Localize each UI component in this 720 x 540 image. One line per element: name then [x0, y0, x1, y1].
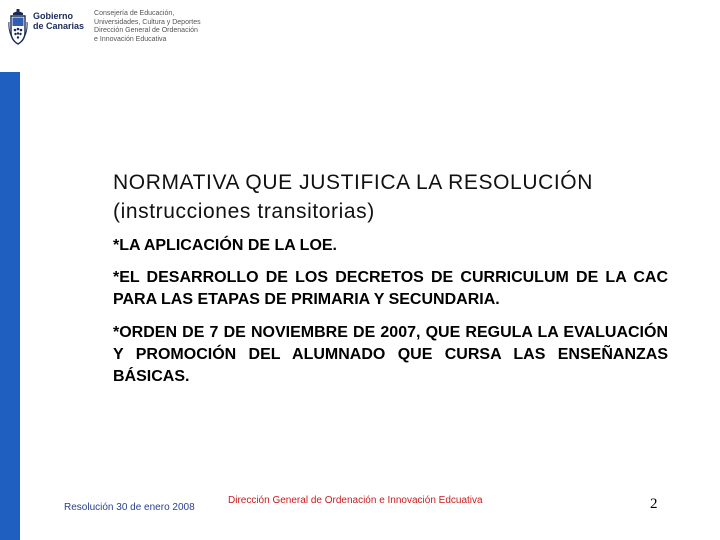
government-name — [33, 11, 84, 31]
item-decretos: *EL DESARROLLO DE LOS DECRETOS DE CURRICULUM DE LA CAC PARA LAS ETAPAS DE PRIMARIA Y SECUNDARIA. — [113, 269, 668, 308]
dept-line3: Dirección General de Ordenación — [94, 27, 198, 34]
header-logo — [8, 8, 201, 50]
canarias-crest-icon — [8, 8, 28, 48]
footer-date: Resolución 30 de enero 2008 — [64, 502, 195, 513]
gov-name-line2: de Canarias — [33, 21, 85, 31]
dept-line4: e Innovación Educativa — [94, 35, 167, 43]
dept-line1: Consejería de Educación, — [94, 10, 175, 17]
page-number: 2 — [650, 496, 658, 512]
dept-line2: Universidades, Cultura y Deportes — [94, 18, 201, 26]
item-loe: *LA APLICACIÓN DE LA LOE. — [113, 237, 337, 254]
title-line1: NORMATIVA QUE JUSTIFICA LA RESOLUCIÓN — [113, 171, 594, 194]
title-line2: (instrucciones transitorias) — [113, 200, 375, 223]
gov-name-line1: Gobierno — [33, 11, 73, 21]
footer-department: Dirección General de Ordenación e Innovación Edcuativa — [228, 495, 483, 506]
department-block — [94, 10, 201, 44]
slide-title — [113, 168, 668, 226]
item-orden: *ORDEN DE 7 DE NOVIEMBRE DE 2007, QUE REGULA LA EVALUACIÓN Y PROMOCIÓN DEL ALUMNADO QUE CURSA LAS ENSEÑANZAS BÁSICAS. — [113, 324, 668, 385]
side-accent-bar — [0, 72, 20, 540]
